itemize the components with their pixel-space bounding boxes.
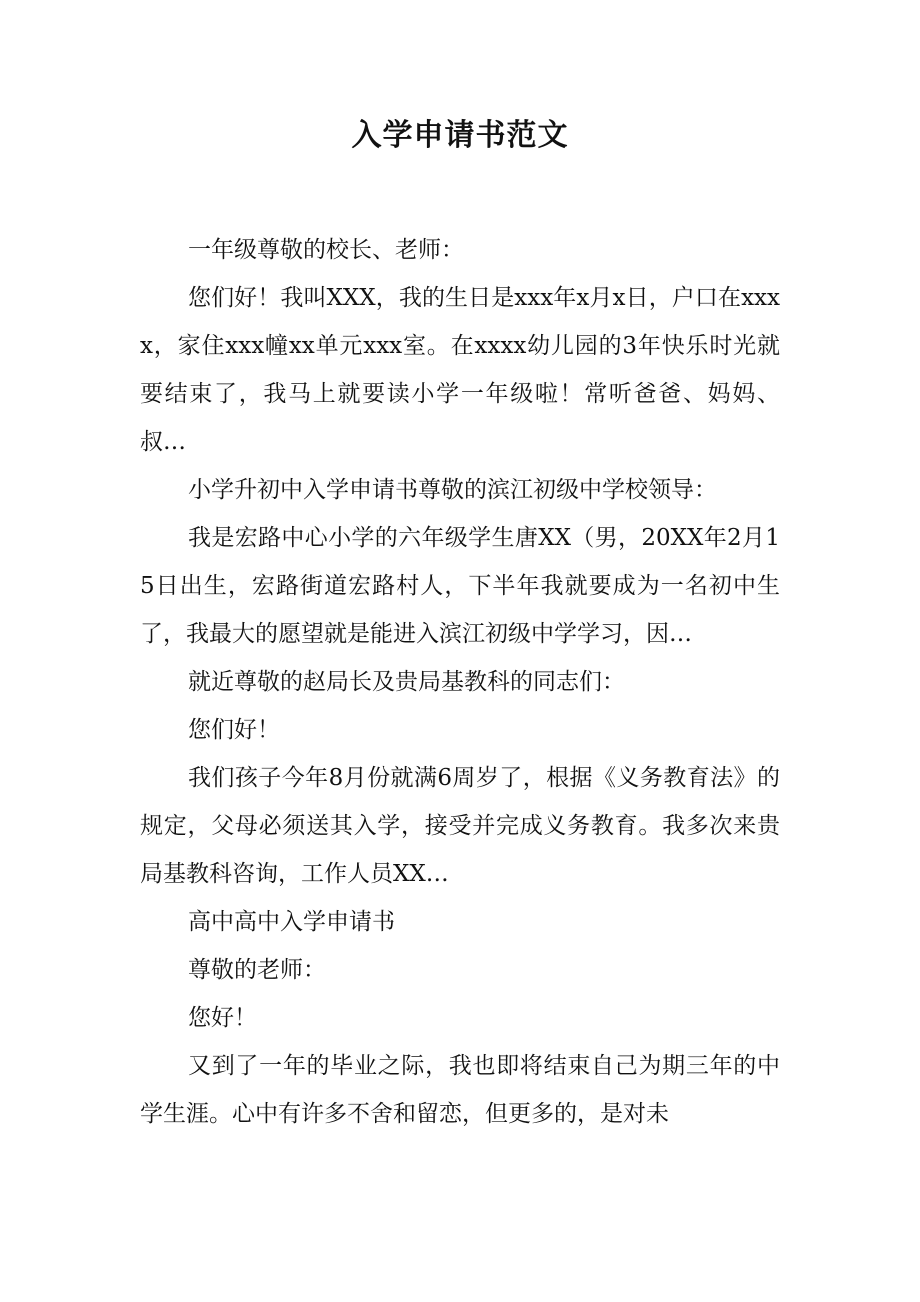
paragraph-greeting-2: 小学升初中入学申请书尊敬的滨江初级中学校领导：	[188, 477, 717, 503]
paragraph-content-4: 又到了一年的毕业之际，我也即将结束自己为期三年的中学生涯。心中有许多不舍和留恋，但更多的，是对未	[140, 1053, 780, 1127]
document-body	[140, 226, 780, 1138]
paragraph-content-3: 我们孩子今年8月份就满6周岁了，根据《义务教育法》的规定，父母必须送其入学，接受并完成义务教育。我多次来贵局基教科咨询，工作人员XX…	[140, 765, 780, 887]
paragraph-greeting-4: 尊敬的老师：	[188, 957, 326, 983]
paragraph-content-2: 我是宏路中心小学的六年级学生唐XX（男，20XX年2月15日出生，宏路街道宏路村人，下半年我就要成为一名初中生了，我最大的愿望就是能进入滨江初级中学学习，因…	[140, 525, 780, 647]
paragraph-greeting-1: 一年级尊敬的校长、老师：	[188, 237, 464, 263]
paragraph-salutation-4: 您好！	[188, 1005, 257, 1031]
paragraph-content-1: 您们好！我叫XXX，我的生日是xxx年x月x日，户口在xxxx，家住xxx幢xx单元xxx室。在xxxx幼儿园的3年快乐时光就要结束了，我马上就要读小学一年级啦！常听爸爸、妈妈、叔…	[140, 285, 780, 455]
paragraph-greeting-3: 就近尊敬的赵局长及贵局基教科的同志们：	[188, 669, 625, 695]
paragraph-salutation-3: 您们好！	[188, 717, 280, 743]
page-title: 入学申请书范文	[351, 118, 569, 153]
paragraph-heading-4: 高中高中入学申请书	[188, 909, 395, 935]
